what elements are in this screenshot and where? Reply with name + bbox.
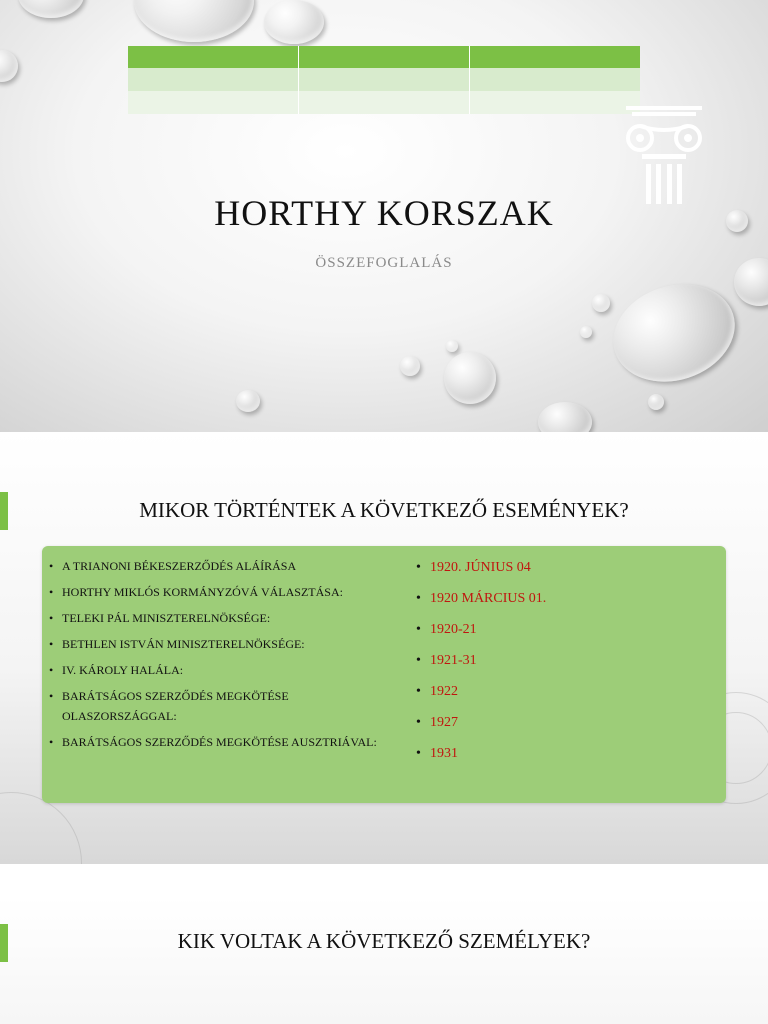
slide-gap (0, 864, 768, 896)
water-drop-decoration (400, 356, 420, 376)
water-drop-decoration (134, 0, 254, 42)
water-drop-decoration (538, 402, 592, 432)
water-drop-decoration (236, 390, 260, 412)
table-cell (128, 91, 299, 114)
water-drop-decoration (601, 269, 748, 397)
slide-subtitle: ÖSSZEFOGLALÁS (315, 255, 453, 271)
table-cell (469, 68, 640, 91)
date-item: • 1920. JÚNIUS 04 (414, 556, 714, 579)
events-list (48, 556, 378, 758)
table-cell (299, 91, 470, 114)
water-drop-decoration (18, 0, 84, 18)
event-item: • A TRIANONI BÉKESZERZŐDÉS ALÁÍRÁSA (48, 556, 378, 576)
event-item: • IV. KÁROLY HALÁLA: (48, 660, 378, 680)
water-drop-decoration (648, 394, 664, 410)
date-item: • 1920-21 (414, 618, 714, 641)
event-item: • BARÁTSÁGOS SZERZŐDÉS MEGKÖTÉSE AUSZTRIÁVAL: (48, 732, 378, 752)
water-drop-decoration (0, 50, 18, 82)
slide-title: KIK VOLTAK A KÖVETKEZŐ SZEMÉLYEK? (177, 929, 591, 953)
date-item: • 1921-31 (414, 649, 714, 672)
slide-title: HORTHY KORSZAK (214, 193, 554, 233)
event-item: • BARÁTSÁGOS SZERZŐDÉS MEGKÖTÉSE OLASZORSZÁGGAL: (48, 686, 378, 726)
event-item: • HORTHY MIKLÓS KORMÁNYZÓVÁ VÁLASZTÁSA: (48, 582, 378, 602)
water-drop-decoration (446, 340, 458, 352)
table-cell (128, 68, 299, 91)
empty-table (128, 46, 640, 114)
persons-slide (0, 896, 768, 1024)
event-item: • TELEKI PÁL MINISZTERELNÖKSÉGE: (48, 608, 378, 628)
date-item: • 1931 (414, 742, 714, 765)
date-item: • 1927 (414, 711, 714, 734)
water-drop-decoration (592, 294, 610, 312)
water-drop-decoration (580, 326, 592, 338)
water-drop-decoration (264, 0, 324, 44)
dates-list (414, 556, 714, 773)
title-slide (0, 0, 768, 432)
table-cell (469, 46, 640, 68)
event-item: • BETHLEN ISTVÁN MINISZTERELNÖKSÉGE: (48, 634, 378, 654)
date-item: • 1922 (414, 680, 714, 703)
table-cell (469, 91, 640, 114)
events-slide (0, 432, 768, 864)
events-box (42, 546, 726, 803)
date-item: • 1920 MÁRCIUS 01. (414, 587, 714, 610)
table-cell (128, 46, 299, 68)
slide-title: MIKOR TÖRTÉNTEK A KÖVETKEZŐ ESEMÉNYEK? (139, 498, 629, 522)
table-cell (299, 68, 470, 91)
table-cell (299, 46, 470, 68)
water-drop-decoration (444, 352, 496, 404)
